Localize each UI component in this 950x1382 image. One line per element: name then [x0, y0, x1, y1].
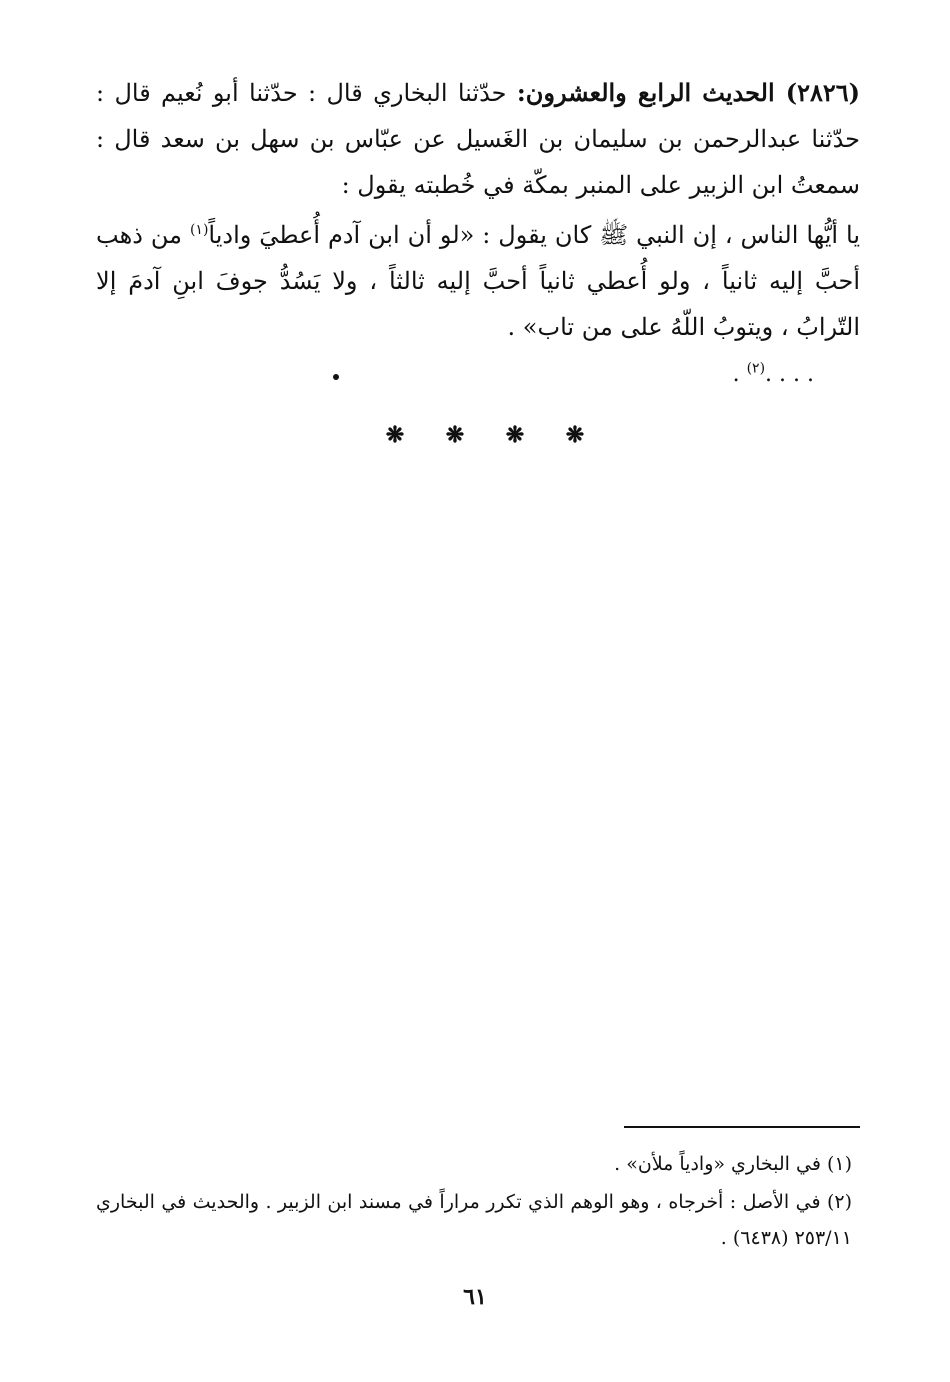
footnote-2: (٢) في الأصل : أخرجاه ، وهو الوهم الذي تكرر مراراً في مسند ابن الزبير . والحديث في البخاري ٢٥٣/١١ (٦٤٣٨) . [96, 1191, 852, 1249]
section-separator [380, 422, 590, 448]
separator-star: ❋ [385, 422, 405, 448]
matn-part-1: يا أيُّها الناس ، إن النبي ﷺ كان يقول : «لو أن ابن آدم أُعطيَ وادياً [208, 221, 860, 249]
omission-dots: . . . . [765, 362, 814, 387]
separator-star: ❋ [445, 422, 465, 448]
page-number: ٦١ [463, 1284, 487, 1310]
omission-line [733, 355, 814, 395]
hadith-paragraph [96, 70, 860, 208]
footnote-marker-2: (٢) [746, 360, 766, 377]
hadith-isnad: حدّثنا البخاري قال : حدّثنا أبو نُعيم قال : حدّثنا عبدالرحمن بن سليمان بن الغَسيل عن عبّاس بن سهل بن سعد قال : سمعتُ ابن الزبير على المنبر بمكّة في خُطبته يقول : [96, 79, 860, 199]
separator-star: ❋ [565, 422, 585, 448]
footnote-marker-1: (١) [189, 222, 209, 238]
main-text [96, 70, 860, 354]
footnote-rule [624, 1126, 860, 1128]
hadith-matn [96, 212, 860, 350]
omission-end: . [732, 362, 747, 387]
stray-dot [333, 374, 339, 380]
matn-part-2: من ذهب أحبَّ إليه ثانياً ، ولو أُعطي ثانياً أحبَّ إليه ثالثاً ، ولا يَسُدُّ جوفَ ابنِ آدمَ إلا التّرابُ ، ويتوبُ اللّهُ على من تاب» . [96, 221, 860, 341]
footnotes [96, 1146, 852, 1258]
hadith-heading: (٢٨٢٦) الحديث الرابع والعشرون: [516, 78, 860, 107]
footnote-1: (١) في البخاري «وادياً ملأن» . [614, 1153, 852, 1175]
separator-star: ❋ [505, 422, 525, 448]
